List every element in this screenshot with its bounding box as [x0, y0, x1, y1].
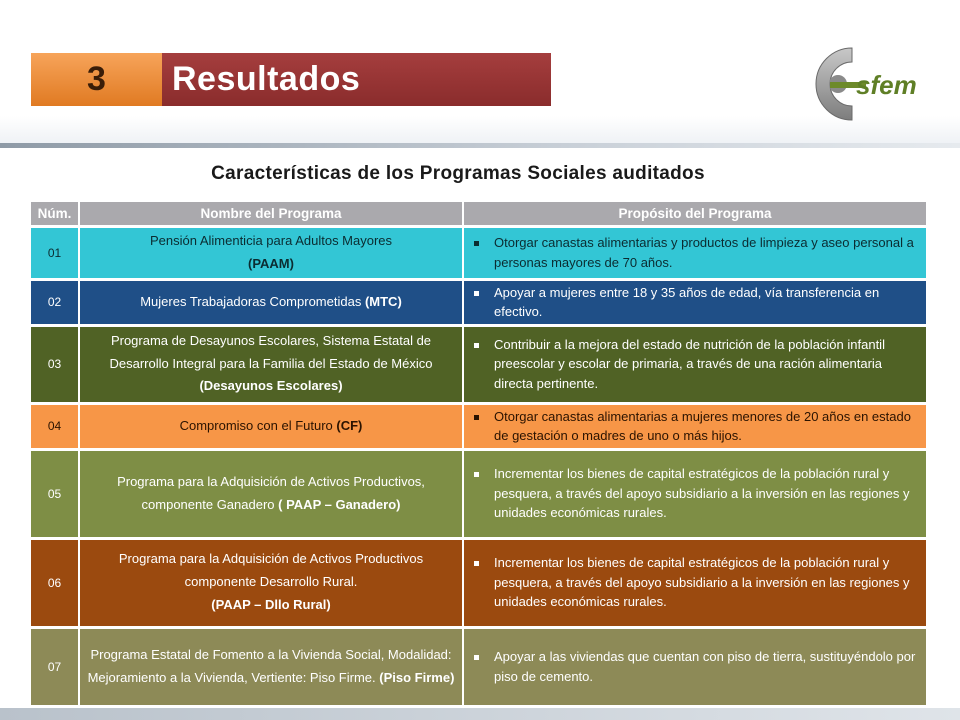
table-row [31, 228, 926, 278]
row-number: 03 [31, 327, 80, 402]
program-purpose: Incrementar los bienes de capital estratégicos de la población rural y pesquera, a través del apoyo subsidiario a la inversión en las regiones y unidades económicas rurales. [464, 540, 926, 626]
program-abbr: (Piso Firme) [379, 669, 455, 685]
row-number: 02 [31, 281, 80, 324]
program-purpose: Apoyar a mujeres entre 18 y 35 años de edad, vía transferencia en efectivo. [464, 281, 926, 324]
program-name: Compromiso con el Futuro (CF) [80, 405, 464, 448]
program-name: Mujeres Trabajadoras Comprometidas (MTC) [80, 281, 464, 324]
table-row [31, 281, 926, 324]
column-header-name: Nombre del Programa [80, 202, 464, 225]
program-name: Programa para la Adquisición de Activos Productivos componente Desarrollo Rural. (PAAP – Dllo Rural) [80, 540, 464, 626]
page-subtitle: Características de los Programas Sociales auditados [211, 163, 705, 184]
bullet-icon [474, 647, 494, 686]
program-purpose: Incrementar los bienes de capital estratégicos de la población rural y pesquera, a través del apoyo subsidiario a la inversión en las regiones y unidades económicas rurales. [464, 451, 926, 537]
program-purpose: Otorgar canastas alimentarias a mujeres menores de 20 años en estado de gestación o madres de uno o más hijos. [464, 405, 926, 448]
column-header-purpose: Propósito del Programa [464, 202, 926, 225]
program-name: Programa Estatal de Fomento a la Vivienda Social, Modalidad: Mejoramiento a la Vivienda, Vertiente: Piso Firme. (Piso Firme) [80, 629, 464, 705]
header-divider [0, 143, 960, 148]
row-number: 06 [31, 540, 80, 626]
program-abbr: (Desayunos Escolares) [199, 378, 343, 394]
osfem-logo [800, 36, 930, 126]
table-row [31, 405, 926, 448]
program-abbr: ( PAAP – Ganadero) [278, 496, 401, 512]
bullet-icon [474, 464, 494, 523]
program-name: Programa de Desayunos Escolares, Sistema Estatal de Desarrollo Integral para la Familia del Estado de México (Desayunos Escolares) [80, 327, 464, 402]
bullet-icon [474, 553, 494, 612]
program-name: Pensión Alimenticia para Adultos Mayores (PAAM) [80, 228, 464, 278]
bullet-icon [474, 283, 494, 322]
row-number: 05 [31, 451, 80, 537]
bullet-icon [474, 233, 494, 272]
section-number: 3 [31, 53, 162, 106]
table-row [31, 451, 926, 537]
program-name: Programa para la Adquisición de Activos Productivos, componente Ganadero ( PAAP – Ganadero) [80, 451, 464, 537]
programs-table [31, 202, 926, 708]
table-row [31, 629, 926, 705]
table-header-row [31, 202, 926, 225]
bullet-icon [474, 407, 494, 446]
row-number: 07 [31, 629, 80, 705]
program-purpose: Apoyar a las viviendas que cuentan con piso de tierra, sustituyéndolo por piso de cemento. [464, 629, 926, 705]
svg-text:sfem: sfem [856, 70, 917, 100]
program-purpose: Otorgar canastas alimentarias y productos de limpieza y aseo personal a personas mayores de 70 años. [464, 228, 926, 278]
program-abbr: (MTC) [364, 293, 402, 309]
table-row [31, 327, 926, 402]
column-header-num: Núm. [31, 202, 80, 225]
program-abbr: (CF) [336, 417, 363, 433]
program-purpose: Contribuir a la mejora del estado de nutrición de la población infantil preescolar y escolar de primaria, a través de una ración alimentaria directa pertinente. [464, 327, 926, 402]
row-number: 04 [31, 405, 80, 448]
footer-strip [0, 708, 960, 720]
table-row [31, 540, 926, 626]
row-number: 01 [31, 228, 80, 278]
section-title: Resultados [162, 53, 551, 106]
program-abbr: (PAAP – Dllo Rural) [211, 596, 331, 612]
program-abbr: (PAAM) [248, 255, 294, 271]
bullet-icon [474, 335, 494, 394]
